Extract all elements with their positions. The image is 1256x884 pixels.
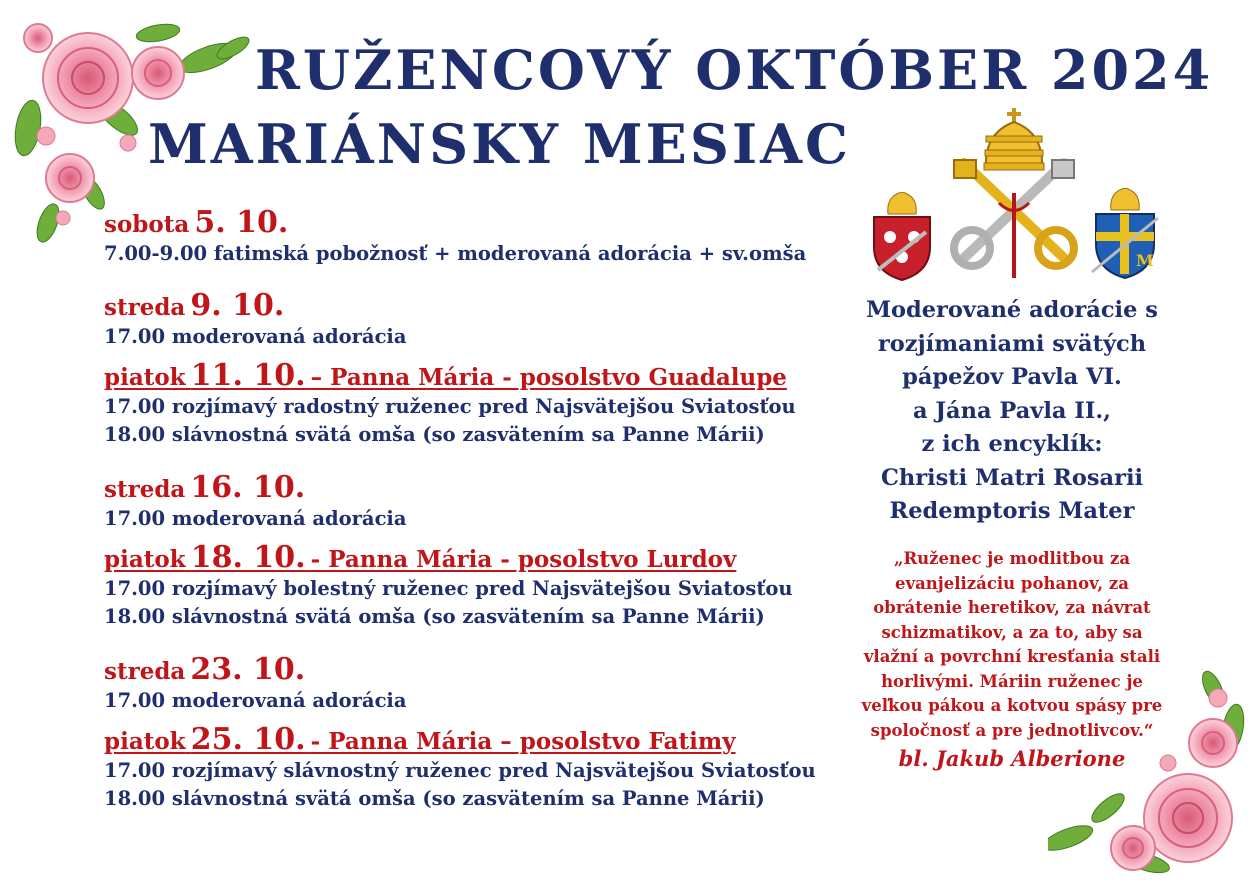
- quote-line: horlivými. Máriin ruženec je: [881, 671, 1143, 691]
- event-line: 18.00 slávnostná svätá omša (so zasvätením sa Panne Márii): [104, 787, 765, 810]
- quote-line: „Ruženec je modlitbou za: [893, 549, 1131, 568]
- info-line: Moderované adorácie s: [866, 297, 1158, 323]
- svg-text:M: M: [1136, 251, 1154, 270]
- event-day: streda: [104, 294, 186, 321]
- event-2: [104, 288, 406, 351]
- event-date: 25. 10.: [190, 722, 306, 757]
- event-3: [104, 358, 796, 449]
- event-day: sobota: [104, 211, 190, 238]
- quote-line: schizmatikov, a za to, aby sa: [881, 622, 1143, 642]
- event-day: streda: [104, 658, 186, 685]
- event-4: [104, 470, 406, 533]
- event-1: [104, 205, 806, 268]
- event-line: 7.00-9.00 fatimská pobožnosť + moderovaná adorácia + sv.omša: [104, 242, 807, 265]
- event-title: - Panna Mária - posolstvo Lurdov: [310, 546, 737, 573]
- quote-line: evanjelizáciu pohanov, za: [895, 573, 1129, 593]
- event-6: [104, 652, 406, 715]
- quote-line: vlažní a povrchní kresťania stali: [863, 647, 1161, 666]
- event-day: piatok: [104, 364, 186, 391]
- event-date: 16. 10.: [190, 470, 306, 505]
- info-line: z ich encyklík:: [921, 431, 1103, 457]
- quote-line: veľkou pákou a kotvou spásy pre: [861, 696, 1163, 715]
- event-date: 23. 10.: [190, 652, 306, 687]
- quote-line: obrátenie heretikov, za návrat: [873, 598, 1151, 617]
- event-5: [104, 540, 793, 631]
- page-subtitle: MARIÁNSKY MESIAC: [148, 112, 851, 176]
- info-line: a Jána Pavla II.,: [912, 397, 1112, 424]
- event-line: 17.00 rozjímavý slávnostný ruženec pred Najsvätejšou Sviatosťou: [104, 759, 816, 782]
- info-line: pápežov Pavla VI.: [902, 364, 1122, 390]
- event-day: piatok: [104, 728, 186, 755]
- papal-coat-of-arms-john-paul-ii-icon: [1086, 188, 1164, 280]
- papal-keys-emblem-icon: [944, 108, 1089, 283]
- event-line: 17.00 rozjímavý radostný ruženec pred Najsvätejšou Sviatosťou: [104, 395, 796, 418]
- event-line: 17.00 moderovaná adorácia: [104, 507, 407, 530]
- event-day: streda: [104, 476, 186, 503]
- papal-coat-of-arms-paul-vi-icon: [864, 192, 940, 282]
- encyclical-1: Christi Matri Rosarii: [880, 464, 1144, 491]
- event-date: 18. 10.: [190, 540, 306, 575]
- quote-author: bl. Jakub Alberione: [898, 746, 1126, 771]
- event-line: 17.00 moderovaná adorácia: [104, 325, 407, 348]
- event-date: 9. 10.: [190, 288, 285, 323]
- event-title: – Panna Mária - posolstvo Guadalupe: [310, 364, 787, 391]
- event-line: 17.00 moderovaná adorácia: [104, 689, 407, 712]
- event-line: 18.00 slávnostná svätá omša (so zasvätením sa Panne Márii): [104, 423, 765, 446]
- quote-line: spoločnosť a pre jednotlivcov.“: [870, 720, 1154, 740]
- quote: [852, 547, 1172, 743]
- event-date: 11. 10.: [190, 358, 306, 393]
- event-day: piatok: [104, 546, 186, 573]
- event-title: - Panna Mária – posolstvo Fatimy: [310, 728, 736, 755]
- event-line: 18.00 slávnostná svätá omša (so zasvätením sa Panne Márii): [104, 605, 765, 628]
- event-line: 17.00 rozjímavý bolestný ruženec pred Najsvätejšou Sviatosťou: [104, 577, 793, 600]
- page-title: RUŽENCOVÝ OKTÓBER 2024: [255, 38, 1214, 102]
- adoration-info: [842, 294, 1182, 529]
- info-line: rozjímaniami svätých: [877, 330, 1147, 357]
- event-date: 5. 10.: [194, 205, 289, 240]
- event-7: [104, 722, 816, 813]
- encyclical-2: Redemptoris Mater: [889, 498, 1135, 524]
